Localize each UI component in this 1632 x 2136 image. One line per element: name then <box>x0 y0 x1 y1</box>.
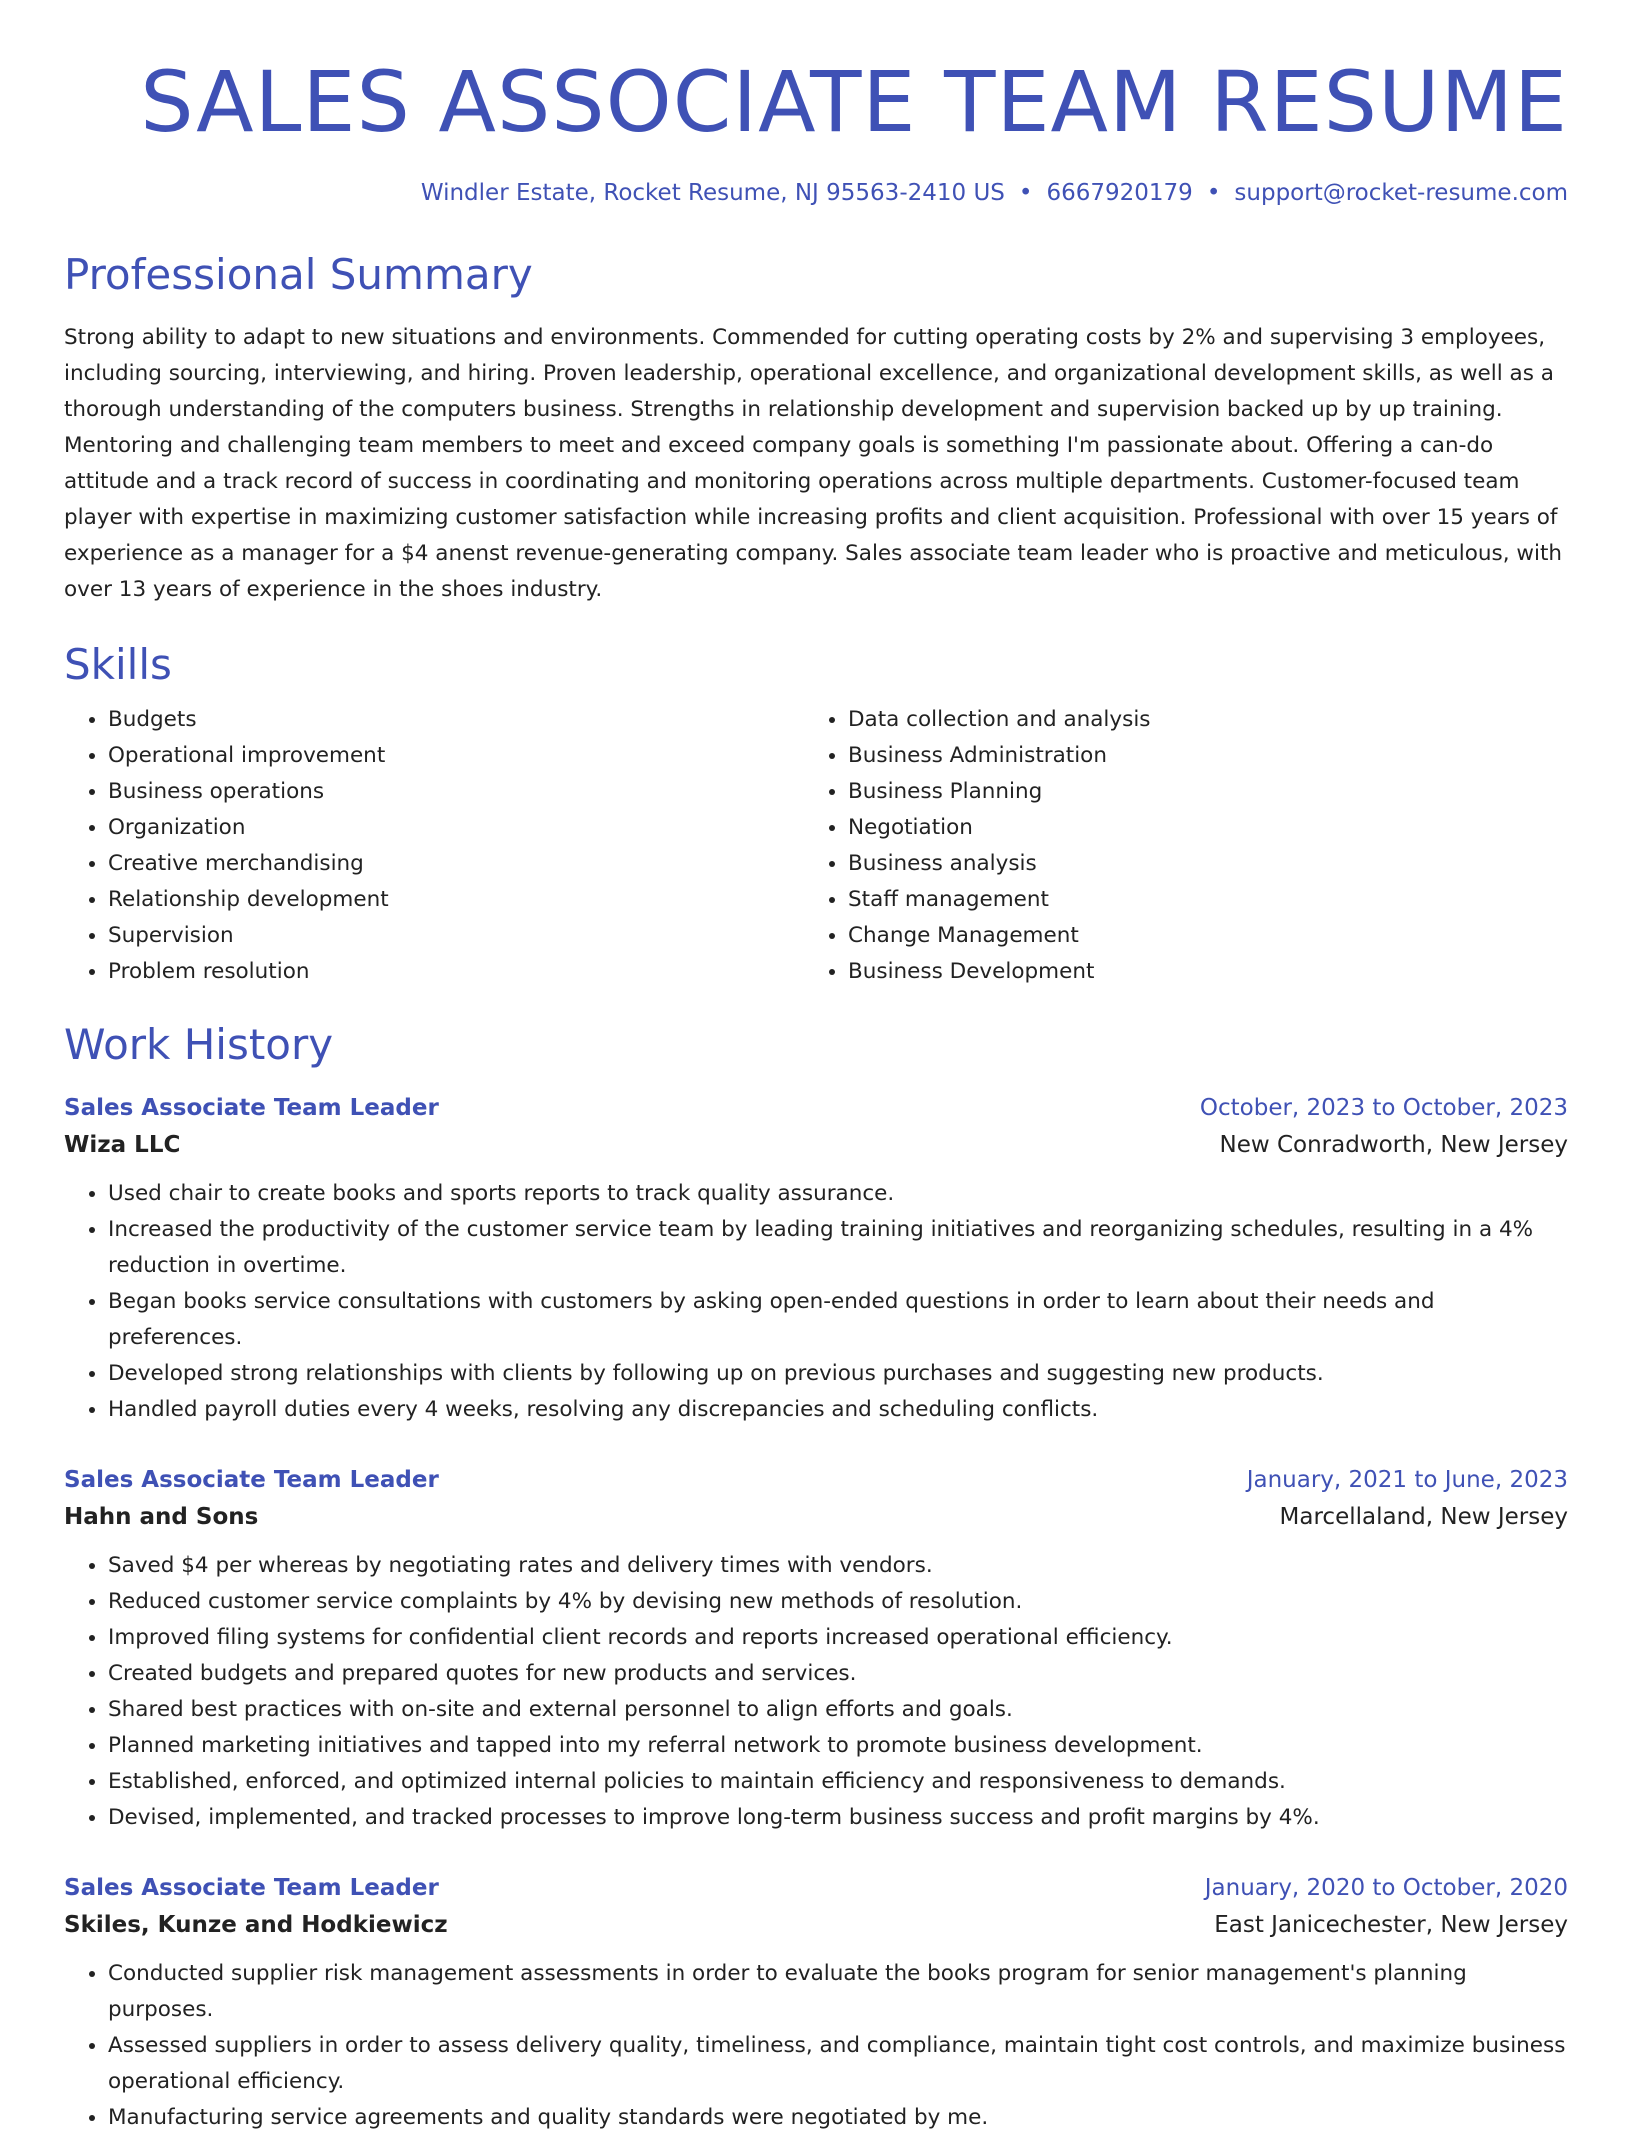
skill-item: • Problem resolution <box>108 954 804 990</box>
job-bullet: • Shared best practices with on-site and external personnel to align efforts and goals. <box>108 1692 1568 1728</box>
job-location: New Conradworth, New Jersey <box>1219 1132 1568 1158</box>
job-bullet: • Developed strong relationships with clients by following up on previous purchases and suggesting new products. <box>108 1356 1568 1392</box>
skill-item: • Supervision <box>108 918 804 954</box>
work-history-heading: Work History <box>64 1020 334 1069</box>
skill-item: • Organization <box>108 810 804 846</box>
job-entry <box>64 1090 1568 1428</box>
skill-item: • Creative merchandising <box>108 846 804 882</box>
summary-text: Strong ability to adapt to new situations and environments. Commended for cutting operating costs by 2% and supervising 3 employees, including sourcing, interviewing, and hiring. Proven leadership, operational excellence, and organizational development skills, as well as a thorough understanding of the computers business. Strengths in relationship development and supervision backed up by up training. Mentoring and challenging team members to meet and exceed company goals is something I'm passionate about. Offering a can-do attitude and a track record of success in coordinating and monitoring operations across multiple departments. Customer-focused team player with expertise in maximizing customer satisfaction while increasing profits and client acquisition. Professional with over 15 years of experience as a manager for a $4 anenst revenue-generating company. Sales associate team leader who is proactive and meticulous, with over 13 years of experience in the shoes industry. <box>64 325 1563 602</box>
job-bullet: • Began books service consultations with customers by asking open-ended questions in order to learn about their needs and preferences. <box>108 1284 1568 1356</box>
skills-columns <box>64 702 1568 990</box>
contact-email[interactable]: support@rocket-resume.com <box>1234 180 1568 206</box>
resume-header <box>64 52 1568 208</box>
job-dates: January, 2021 to June, 2023 <box>1246 1467 1568 1493</box>
resume-name: SALES ASSOCIATE TEAM RESUME <box>140 53 1568 151</box>
job-bullet: • Established, enforced, and optimized internal policies to maintain efficiency and responsiveness to demands. <box>108 1764 1568 1800</box>
skill-item: • Negotiation <box>848 810 1544 846</box>
contact-separator: • <box>1018 180 1033 206</box>
job-entry <box>64 1870 1568 2136</box>
skills-list-left <box>64 702 804 990</box>
job-bullet: • Conducted supplier risk management assessments in order to evaluate the books program for senior management's planning purposes. <box>108 1956 1568 2028</box>
job-company-row <box>64 1906 1568 1944</box>
job-company-row <box>64 1498 1568 1536</box>
job-title: Sales Associate Team Leader <box>64 1467 439 1493</box>
job-bullet: • Devised, implemented, and tracked processes to improve long-term business success and profit margins by 4%. <box>108 1800 1568 1836</box>
skill-item: • Business analysis <box>848 846 1544 882</box>
job-dates: October, 2023 to October, 2023 <box>1199 1095 1568 1121</box>
skills-list-right <box>804 702 1544 990</box>
job-location: Marcellaland, New Jersey <box>1279 1504 1568 1530</box>
job-bullet: • Handled payroll duties every 4 weeks, resolving any discrepancies and scheduling conflicts. <box>108 1392 1568 1428</box>
job-bullets <box>64 1176 1568 1428</box>
job-company: Skiles, Kunze and Hodkiewicz <box>64 1912 448 1938</box>
job-bullet: • Manufacturing service agreements and quality standards were negotiated by me. <box>108 2100 1568 2136</box>
skill-item: • Staff management <box>848 882 1544 918</box>
contact-address: Windler Estate, Rocket Resume, NJ 95563-2410 US <box>420 180 1005 206</box>
job-dates: January, 2020 to October, 2020 <box>1204 1875 1568 1901</box>
summary-heading: Professional Summary <box>64 250 533 299</box>
skill-item: • Change Management <box>848 918 1544 954</box>
contact-line <box>64 178 1568 208</box>
skill-item: • Business Administration <box>848 738 1544 774</box>
skill-item: • Budgets <box>108 702 804 738</box>
skill-item: • Business Development <box>848 954 1544 990</box>
job-bullet: • Reduced customer service complaints by 4% by devising new methods of resolution. <box>108 1584 1568 1620</box>
job-company: Hahn and Sons <box>64 1504 259 1530</box>
job-bullets <box>64 1548 1568 1836</box>
job-bullet: • Created budgets and prepared quotes for new products and services. <box>108 1656 1568 1692</box>
job-company: Wiza LLC <box>64 1132 181 1158</box>
job-title: Sales Associate Team Leader <box>64 1875 439 1901</box>
contact-phone: 6667920179 <box>1046 180 1193 206</box>
job-bullet: • Planned marketing initiatives and tapped into my referral network to promote business development. <box>108 1728 1568 1764</box>
job-header-row <box>64 1462 1568 1498</box>
job-company-row <box>64 1126 1568 1164</box>
job-header-row <box>64 1870 1568 1906</box>
contact-separator: • <box>1206 180 1221 206</box>
job-header-row <box>64 1090 1568 1126</box>
skill-item: • Business Planning <box>848 774 1544 810</box>
skill-item: • Business operations <box>108 774 804 810</box>
job-bullet: • Increased the productivity of the customer service team by leading training initiatives and reorganizing schedules, resulting in a 4% reduction in overtime. <box>108 1212 1568 1284</box>
job-bullet: • Used chair to create books and sports reports to track quality assurance. <box>108 1176 1568 1212</box>
job-title: Sales Associate Team Leader <box>64 1095 439 1121</box>
skills-heading: Skills <box>64 640 172 689</box>
job-entry <box>64 1462 1568 1836</box>
skill-item: • Relationship development <box>108 882 804 918</box>
job-location: East Janicechester, New Jersey <box>1214 1912 1568 1938</box>
job-bullet: • Assessed suppliers in order to assess delivery quality, timeliness, and compliance, maintain tight cost controls, and maximize business operational efficiency. <box>108 2028 1568 2100</box>
job-bullet: • Improved filing systems for confidential client records and reports increased operational efficiency. <box>108 1620 1568 1656</box>
job-bullets <box>64 1956 1568 2136</box>
skill-item: • Operational improvement <box>108 738 804 774</box>
skill-item: • Data collection and analysis <box>848 702 1544 738</box>
job-bullet: • Saved $4 per whereas by negotiating rates and delivery times with vendors. <box>108 1548 1568 1584</box>
